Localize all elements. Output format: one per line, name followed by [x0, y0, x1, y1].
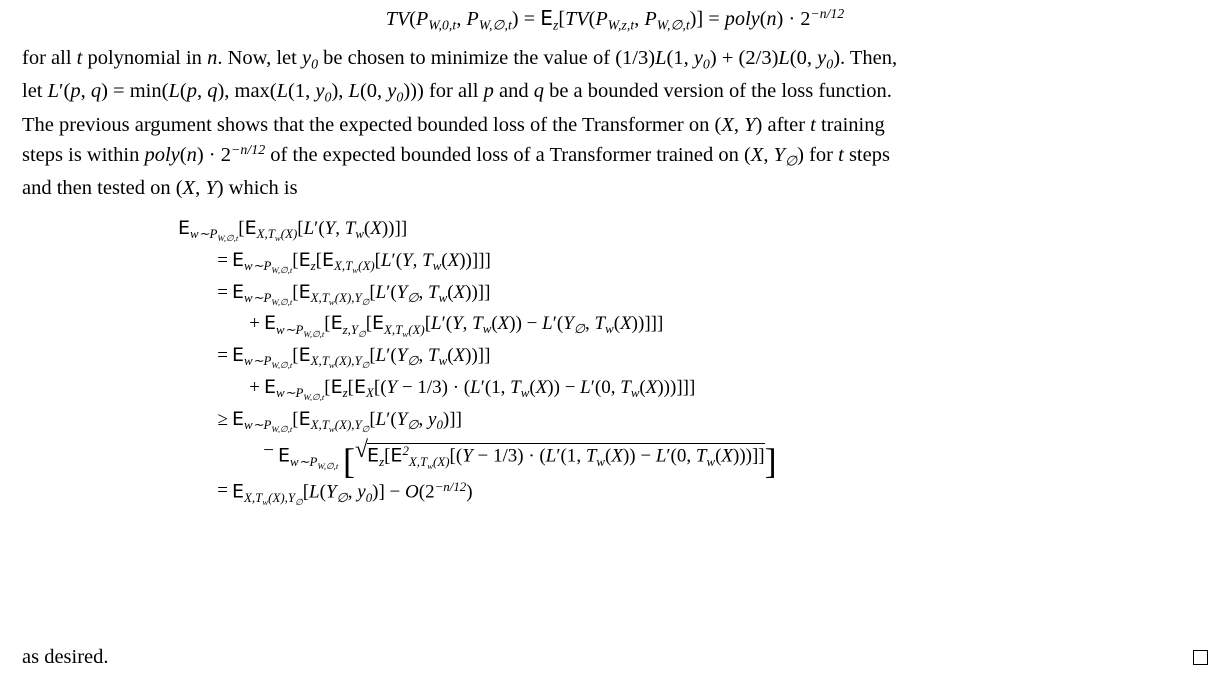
- paragraph-line-1: for all t polynomial in n. Now, let $y_0$ be chosen to minimize the value of (1/3)L(1, $y_0) + (2/3)L(0$, $y_0$). Then,: [22, 47, 898, 73]
- derivation-expression: $E_{w\sim P_{W,\emptyset,t}}[E_z[E_X[(Y - 1/3) \cdot (L'(1$, $T_w(X)) - L'(0$, $T_w(X)$))]]]: [264, 375, 696, 402]
- derivation-line-9: [150, 481, 1230, 506]
- paragraph-line-4: steps is within poly(n) · $2^{-n/12}$ of the expected bounded loss of a Transformer trained on (X, $Y_\emptyset$) for t steps: [22, 142, 890, 170]
- derivation-expression: $E_{w\sim P_{W,\emptyset,t}}[E_{X,T_w(X),Y_\emptyset}[L'(Y_\emptyset$, $T_w(X)$)]]: [232, 280, 491, 307]
- relation-symbol: =: [217, 281, 228, 303]
- relation-symbol: +: [249, 313, 260, 335]
- qed-box: [1193, 650, 1208, 665]
- relation-symbol: =: [217, 480, 228, 502]
- paper-page: [0, 6, 1230, 677]
- derivation-line-5: [150, 346, 1230, 370]
- relation-symbol: =: [217, 250, 228, 271]
- relation-symbol: +: [249, 376, 260, 398]
- body-paragraph: [0, 43, 1230, 203]
- derivation-expression: $E_{w\sim P_{W,\emptyset,t}}[E_{z,Y_\emptyset}[E_{X,T_w(X)}[L'(Y$, $T_w(X)) - L'(Y_\emptyset$, $T_w(X)$)]]]: [264, 312, 664, 339]
- derivation-line-8: [150, 440, 1230, 482]
- derivation-expression: $E_{w\sim P_{W,\emptyset,t}}[E_{X,T_w(X),Y_\emptyset}[L'(Y_\emptyset$, $T_w(X)$)]]: [232, 344, 491, 371]
- display-equation: $TV(P_{W,0,t}$, $P_{W,\emptyset,t}) = E_z[TV(P_{W,z,t}$, $P_{W,\emptyset,t}$)] = poly(n) · $2^{-n/12}$: [385, 6, 845, 33]
- derivation-line-2: [150, 251, 1230, 275]
- derivation-expression: $E_{w\sim P_{W,\emptyset,t}}[E_z[E_{X,T_w(X)}[L'(Y$, $T_w(X)$)]]]: [232, 249, 491, 275]
- paragraph-line-5: and then tested on (X, Y) which is: [22, 176, 298, 199]
- derivation-expression: $E_{w\sim P_{W,\emptyset,t}}[E_{X,T_w(X)}[L'(Y$, $T_w(X)$)]]: [178, 217, 408, 244]
- derivation-block: [0, 219, 1230, 506]
- closing-text: as desired.: [22, 646, 109, 668]
- derivation-expression: $E_{w\sim P_{W,\emptyset,t}}[E_{X,T_w(X),Y_\emptyset}[L'(Y_\emptyset$, $y_0$)]]: [232, 407, 462, 434]
- paragraph-line-3: The previous argument shows that the expected bounded loss of the Transformer on (X, Y) after t training: [22, 113, 885, 136]
- derivation-line-4: [150, 314, 1230, 338]
- relation-symbol: ≥: [217, 408, 228, 430]
- derivation-expression: $E_{w\sim P_{W,\emptyset,t}}$ [ √ $E_z[E^2_{X,T_w(X)}[(Y - 1/3) \cdot (L'(1$, $T_w(X)) - L'(0$, $T_w(X)$))]]]: [278, 441, 777, 473]
- relation-symbol: −: [263, 440, 274, 462]
- derivation-line-3: [150, 280, 1230, 307]
- derivation-expression: $E_{X,T_w(X),Y_\emptyset}[L(Y_\emptyset$, $y_0)] - O(2^{-n/12})$: [232, 479, 473, 507]
- relation-symbol: =: [217, 345, 228, 367]
- paragraph-line-2: let L′(p, q) = min(L(p, q), max(L(1, $y_0$), L(0, $y_0$))) for all p and q be a bounded version of the loss function.: [22, 80, 892, 106]
- derivation-line-6: [150, 375, 1230, 402]
- derivation-line-7: [150, 407, 1230, 434]
- derivation-line-1: [150, 219, 1230, 243]
